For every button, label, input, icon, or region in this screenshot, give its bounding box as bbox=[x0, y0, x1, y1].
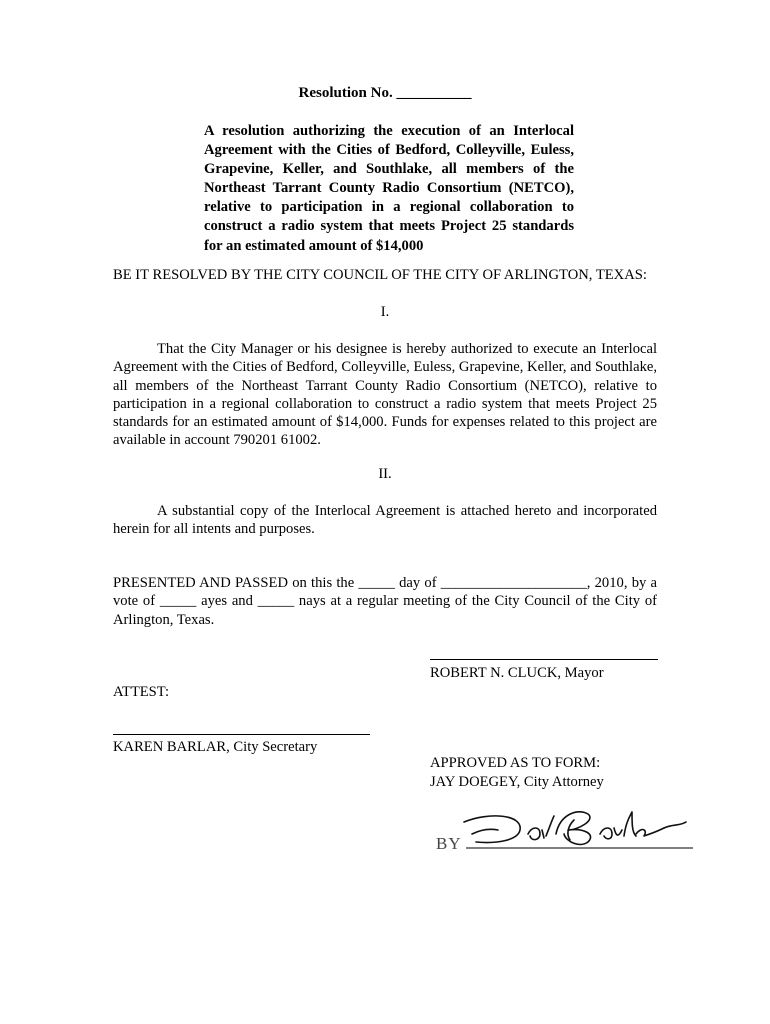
section-2-text: A substantial copy of the Interlocal Agreement is attached hereto and incorporated herein for all intents and purposes. bbox=[113, 503, 657, 538]
resolution-summary: A resolution authorizing the execution of an Interlocal Agreement with the Cities of Bedford, Colleyville, Euless, Grapevine, Keller, and Southlake, all members of the Northeast Tarrant County Radio Consortium (NETCO), relative to participation in a regional collaboration to construct a radio system that meets Project 25 standards for an estimated amount of $14,000 bbox=[204, 123, 574, 254]
secretary-name: KAREN BARLAR, City Secretary bbox=[113, 739, 318, 755]
attest-label: ATTEST: bbox=[113, 684, 170, 700]
section-1-heading: I. bbox=[380, 304, 390, 320]
mayor-signature-line bbox=[430, 659, 658, 660]
mayor-name: ROBERT N. CLUCK, Mayor bbox=[430, 665, 604, 681]
section-2-heading: II. bbox=[378, 466, 392, 482]
by-label: BY bbox=[436, 834, 462, 853]
handwritten-signature-strokes bbox=[464, 812, 686, 845]
attorney-name: JAY DOEGEY, City Attorney bbox=[430, 774, 604, 790]
passed-clause: PRESENTED AND PASSED on this the _____ day of ____________________, 2010, by a vote of _____ ayes and _____ nays at a regular meeting of the City Council of the City of Arlington, Texas. bbox=[113, 575, 657, 628]
resolved-clause: BE IT RESOLVED BY THE CITY COUNCIL OF THE CITY OF ARLINGTON, TEXAS: bbox=[113, 267, 647, 283]
attorney-signature bbox=[428, 800, 698, 860]
section-1-text: That the City Manager or his designee is hereby authorized to execute an Interlocal Agreement with the Cities of Bedford, Colleyville, Euless, Grapevine, Keller, and Southlake, all members of the Northeast Tarrant County Radio Consortium (NETCO), relative to participation in a regional collaboration to construct a radio system that meets Project 25 standards for an estimated amount of $14,000. Funds for expenses related to this project are available in account 790201 61002. bbox=[113, 341, 657, 449]
resolution-title: Resolution No. __________ bbox=[298, 85, 472, 101]
approved-label: APPROVED AS TO FORM: bbox=[430, 755, 601, 771]
secretary-signature-line bbox=[113, 734, 370, 735]
